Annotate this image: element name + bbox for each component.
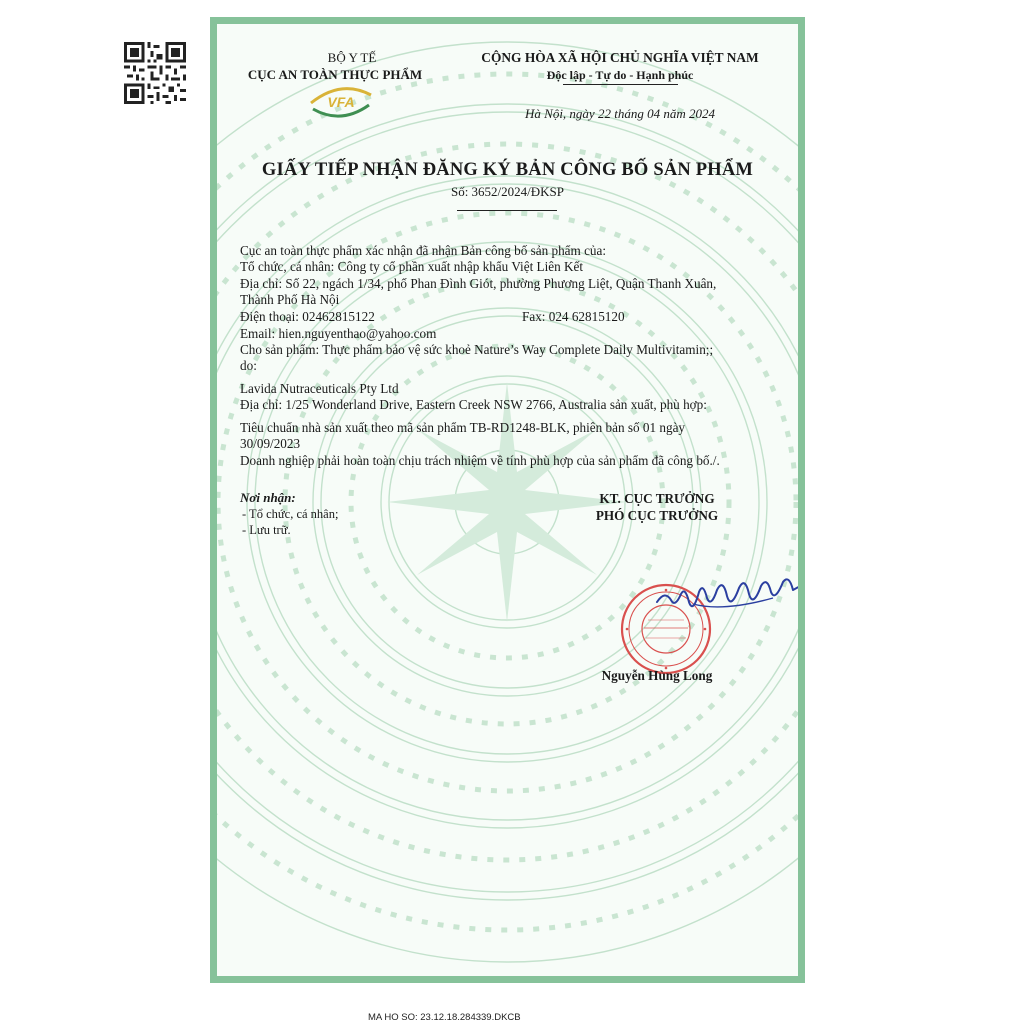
address-line-2: Thành Phố Hà Nội	[240, 292, 340, 307]
motto-underline	[563, 84, 678, 85]
vfa-logo	[307, 81, 375, 121]
responsibility-line: Doanh nghiệp phải hoàn toàn chịu trách nhiệm về tính phù hợp của sản phẩm đã công bố./.	[240, 453, 720, 468]
address-line-1: Địa chỉ: Số 22, ngách 1/34, phố Phan Đình Giót, phường Phương Liệt, Quận Thanh Xuân,	[240, 276, 717, 291]
qr-code	[122, 42, 188, 104]
manufacturer-line: Lavida Nutraceuticals Pty Ltd	[240, 381, 399, 396]
standard-line-2: 30/09/2023	[240, 436, 301, 451]
vfa-logo-text: VFA	[327, 94, 355, 110]
registration-number: Số: 3652/2024/ĐKSP	[450, 184, 565, 199]
signer-title-1: KT. CỤC TRƯỞNG	[599, 491, 715, 506]
national-motto: Độc lập - Tự do - Hạnh phúc	[546, 68, 694, 82]
issue-date: Hà Nội, ngày 22 tháng 04 năm 2024	[525, 106, 715, 121]
recipient-item: - Tổ chức, cá nhân;	[242, 507, 339, 521]
title-underline	[457, 210, 557, 211]
manufacturer-address-line: Địa chỉ: 1/25 Wonderland Drive, Eastern Creek NSW 2766, Australia sản xuất, phù hợp:	[240, 397, 707, 412]
signer-name: Nguyễn Hùng Long	[601, 668, 713, 683]
organization-line: Tổ chức, cá nhân: Công ty cổ phần xuất nhập khẩu Việt Liên Kết	[240, 259, 584, 274]
signature	[653, 572, 805, 620]
recipients-label: Nơi nhận:	[240, 490, 296, 505]
email-line: Email: hien.nguyenthao@yahoo.com	[240, 326, 437, 341]
standard-line-1: Tiêu chuẩn nhà sản xuất theo mã sản phẩm TB-RD1248-BLK, phiên bản số 01 ngày	[240, 420, 686, 435]
by-line: do:	[240, 358, 257, 373]
certificate-frame	[210, 17, 805, 983]
document-title: GIẤY TIẾP NHẬN ĐĂNG KÝ BẢN CÔNG BỐ SẢN PHẨM	[261, 160, 754, 180]
fax-line: Fax: 024 62815120	[522, 309, 625, 324]
phone-line: Điện thoại: 02462815122	[240, 309, 375, 324]
country-name: CỘNG HÒA XÃ HỘI CHỦ NGHĨA VIỆT NAM	[481, 50, 759, 65]
recipient-item: - Lưu trữ.	[242, 523, 291, 537]
product-line: Cho sản phẩm: Thực phẩm bảo vệ sức khoẻ Nature’s Way Complete Daily Multivitamin;;	[240, 342, 714, 357]
intro-line: Cục an toàn thực phẩm xác nhận đã nhận Bản công bố sản phẩm của:	[240, 243, 607, 258]
ministry-name: BỘ Y TẾ	[327, 50, 377, 65]
signer-title-2: PHÓ CỤC TRƯỞNG	[595, 508, 719, 523]
dossier-code: MA HO SO: 23.12.18.284339.DKCB	[368, 1012, 521, 1023]
agency-name: CỤC AN TOÀN THỰC PHẨM	[247, 67, 423, 82]
